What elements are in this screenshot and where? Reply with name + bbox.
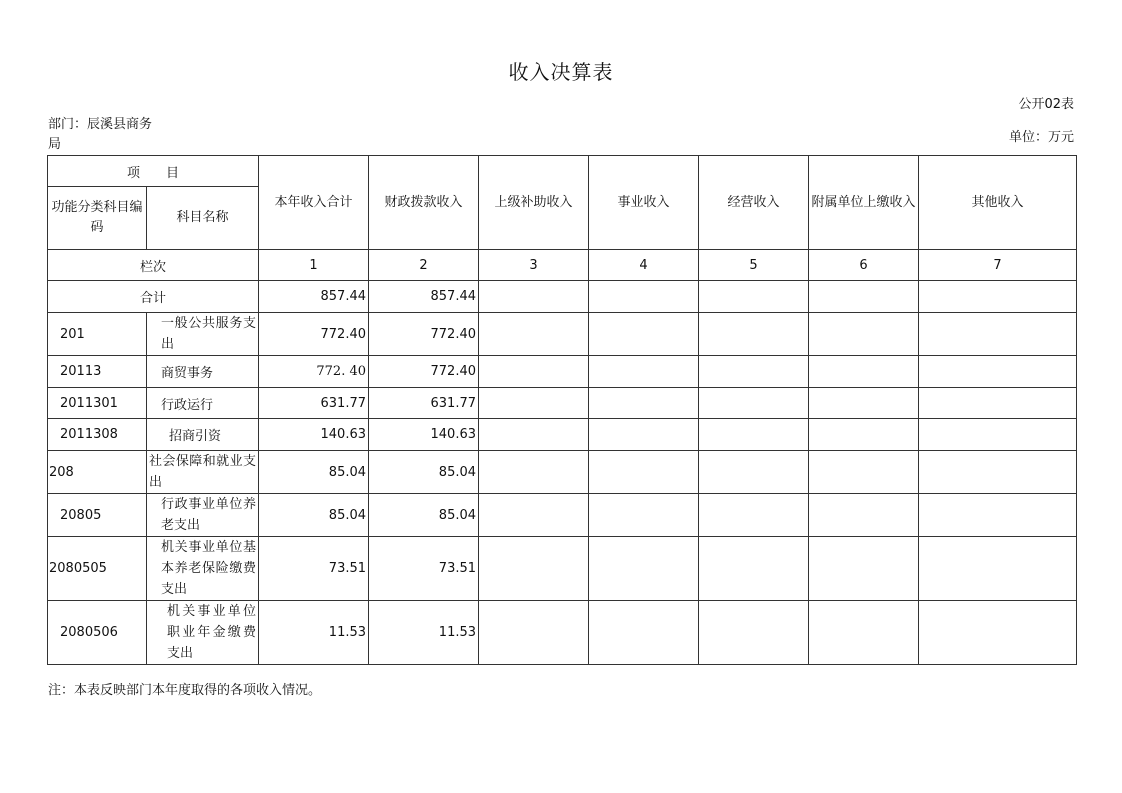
cell-value xyxy=(809,388,919,419)
col-index: 7 xyxy=(919,250,1077,281)
cell-value: 73.51 xyxy=(259,537,369,601)
func-code: 2011301 xyxy=(48,388,147,419)
cell-value xyxy=(699,388,809,419)
cell-value xyxy=(809,601,919,665)
cell-value xyxy=(809,313,919,356)
total-value xyxy=(809,281,919,313)
cell-value: 73.51 xyxy=(369,537,479,601)
header-col-4: 事业收入 xyxy=(589,156,699,250)
subject-name: 行政事业单位养老支出 xyxy=(147,494,259,537)
footnote: 注：本表反映部门本年度取得的各项收入情况。 xyxy=(48,683,322,698)
cell-value xyxy=(699,313,809,356)
cell-value xyxy=(589,356,699,388)
cell-value: 631.77 xyxy=(259,388,369,419)
header-col-6: 附属单位上缴收入 xyxy=(809,156,919,250)
cell-value xyxy=(699,356,809,388)
cell-value: 11.53 xyxy=(369,601,479,665)
cell-value xyxy=(919,419,1077,451)
form-number: 公开02表 xyxy=(1018,97,1074,112)
table-row xyxy=(48,419,1077,451)
total-value xyxy=(479,281,589,313)
col-index-label: 栏次 xyxy=(48,250,259,281)
table-row xyxy=(48,313,1077,356)
cell-value: 85.04 xyxy=(369,494,479,537)
cell-value xyxy=(589,388,699,419)
header-col-2: 财政拨款收入 xyxy=(369,156,479,250)
cell-value: 85.04 xyxy=(259,494,369,537)
cell-value xyxy=(479,388,589,419)
cell-value xyxy=(919,356,1077,388)
cell-value xyxy=(589,537,699,601)
cell-value xyxy=(589,494,699,537)
col-index: 1 xyxy=(259,250,369,281)
func-code: 2080506 xyxy=(48,601,147,665)
header-subject-name: 科目名称 xyxy=(147,187,259,250)
func-code: 20805 xyxy=(48,494,147,537)
col-index: 3 xyxy=(479,250,589,281)
total-value: 857.44 xyxy=(259,281,369,313)
total-value xyxy=(699,281,809,313)
header-item: 项 目 xyxy=(48,156,259,187)
subject-name: 机关事业单位基本养老保险缴费支出 xyxy=(147,537,259,601)
cell-value xyxy=(479,313,589,356)
cell-value: 85.04 xyxy=(259,451,369,494)
subject-name: 机关事业单位职业年金缴费支出 xyxy=(147,601,259,665)
cell-value xyxy=(809,356,919,388)
cell-value: 11.53 xyxy=(259,601,369,665)
cell-value xyxy=(699,419,809,451)
cell-value xyxy=(699,537,809,601)
table-row xyxy=(48,388,1077,419)
table-row xyxy=(48,356,1077,388)
table-row xyxy=(48,537,1077,601)
cell-value: 140.63 xyxy=(369,419,479,451)
cell-value xyxy=(699,494,809,537)
cell-value xyxy=(919,388,1077,419)
cell-value xyxy=(479,451,589,494)
cell-value: 631.77 xyxy=(369,388,479,419)
col-index: 2 xyxy=(369,250,479,281)
cell-value xyxy=(699,451,809,494)
total-value xyxy=(589,281,699,313)
cell-value xyxy=(809,451,919,494)
income-table xyxy=(47,155,1077,665)
subject-name: 招商引资 xyxy=(147,419,259,451)
subject-name: 一般公共服务支出 xyxy=(147,313,259,356)
cell-value xyxy=(589,451,699,494)
cell-value xyxy=(479,537,589,601)
func-code: 2011308 xyxy=(48,419,147,451)
total-value: 857.44 xyxy=(369,281,479,313)
header-col-3: 上级补助收入 xyxy=(479,156,589,250)
table-row xyxy=(48,601,1077,665)
func-code: 20113 xyxy=(48,356,147,388)
col-index-row xyxy=(48,250,1077,281)
cell-value xyxy=(479,356,589,388)
cell-value xyxy=(919,601,1077,665)
page-title: 收入决算表 xyxy=(508,60,614,84)
cell-value: 772. 40 xyxy=(259,356,369,388)
total-value xyxy=(919,281,1077,313)
header-col-7: 其他收入 xyxy=(919,156,1077,250)
cell-value xyxy=(919,313,1077,356)
total-label: 合计 xyxy=(48,281,259,313)
col-index: 6 xyxy=(809,250,919,281)
table-row xyxy=(48,451,1077,494)
cell-value: 85.04 xyxy=(369,451,479,494)
func-code: 201 xyxy=(48,313,147,356)
cell-value xyxy=(919,494,1077,537)
cell-value xyxy=(809,537,919,601)
cell-value: 772.40 xyxy=(259,313,369,356)
col-index: 5 xyxy=(699,250,809,281)
total-row xyxy=(48,281,1077,313)
cell-value xyxy=(809,494,919,537)
cell-value xyxy=(919,451,1077,494)
unit-label: 单位：万元 xyxy=(1008,130,1074,145)
subject-name: 商贸事务 xyxy=(147,356,259,388)
cell-value xyxy=(589,601,699,665)
cell-value xyxy=(919,537,1077,601)
func-code: 2080505 xyxy=(48,537,147,601)
cell-value: 772.40 xyxy=(369,313,479,356)
header-func-code: 功能分类科目编码 xyxy=(48,187,147,250)
table-row xyxy=(48,494,1077,537)
cell-value xyxy=(589,313,699,356)
cell-value xyxy=(479,419,589,451)
cell-value xyxy=(699,601,809,665)
cell-value xyxy=(589,419,699,451)
cell-value xyxy=(479,494,589,537)
department-label: 部门：辰溪县商务局 xyxy=(48,117,153,152)
cell-value: 772.40 xyxy=(369,356,479,388)
header-col-1: 本年收入合计 xyxy=(259,156,369,250)
subject-name: 社会保障和就业支出 xyxy=(147,451,259,494)
col-index: 4 xyxy=(589,250,699,281)
cell-value xyxy=(809,419,919,451)
cell-value: 140.63 xyxy=(259,419,369,451)
header-col-5: 经营收入 xyxy=(699,156,809,250)
cell-value xyxy=(479,601,589,665)
func-code: 208 xyxy=(48,451,147,494)
subject-name: 行政运行 xyxy=(147,388,259,419)
